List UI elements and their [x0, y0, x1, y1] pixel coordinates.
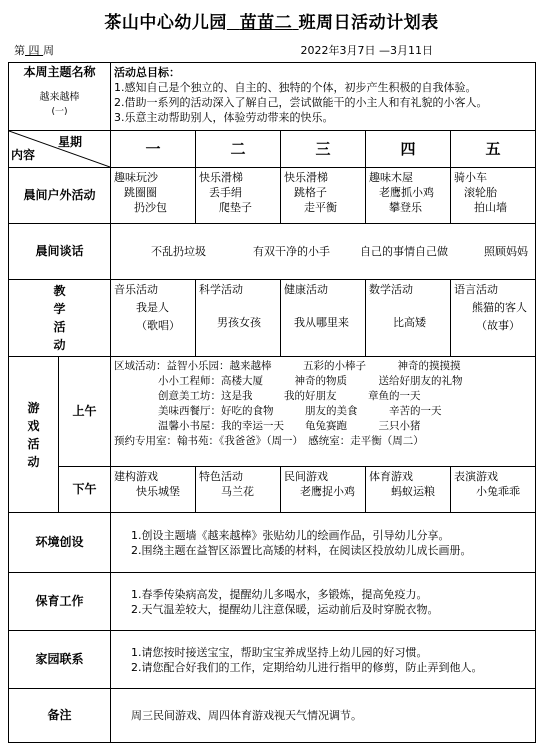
- teaching-label-char: 教: [53, 284, 66, 298]
- outdoor-item: 滚轮胎: [464, 186, 498, 199]
- game-am-label: 上午: [59, 357, 111, 467]
- game-pm-type: 体育游戏: [369, 470, 414, 483]
- care-row: [9, 573, 536, 631]
- notes-row: [9, 689, 536, 743]
- notes-text: 周三民间游戏、周四体育游戏视天气情况调节。: [111, 689, 536, 743]
- week-label: 第: [14, 44, 25, 57]
- week-num: 四: [28, 44, 40, 57]
- talk-item: 有双干净的小手: [253, 245, 331, 258]
- teaching-thu: [366, 280, 451, 357]
- outdoor-fri: [451, 168, 536, 224]
- outdoor-title: 趣味木屋: [369, 171, 414, 184]
- outdoor-item: 扔沙包: [134, 201, 168, 214]
- theme-sub: (一): [51, 107, 68, 117]
- game-pm-item: 小兔乖乖: [476, 485, 521, 498]
- game-pm-item: 马兰花: [221, 485, 255, 498]
- outdoor-item: 跳圈圈: [124, 186, 158, 199]
- teaching-subject: 数学活动: [369, 283, 414, 296]
- game-am-row: [9, 357, 536, 467]
- talk-item: 不乱扔垃圾: [151, 245, 207, 258]
- outdoor-item: 丢手绢: [209, 186, 243, 199]
- outdoor-wed: [281, 168, 366, 224]
- day-header-thu: 四: [366, 131, 451, 168]
- family-line: 1.请您按时接送宝宝，帮助宝宝养成坚持上幼儿园的好习惯。: [131, 645, 428, 659]
- outdoor-item: 走平衡: [304, 201, 338, 214]
- game-pm-mon: [111, 467, 196, 513]
- weekday-header-corner: [9, 131, 111, 168]
- plan-table: [8, 62, 536, 743]
- teaching-topic: 比高矮: [393, 316, 427, 329]
- game-pm-type: 特色活动: [199, 470, 244, 483]
- week-num-underlined: [25, 44, 43, 57]
- date-range: 2022年3月7日 —3月11日: [300, 44, 433, 57]
- environment-cell: [111, 513, 536, 573]
- outdoor-row: [9, 168, 536, 224]
- game-pm-type: 表演游戏: [454, 470, 499, 483]
- game-label-char: 动: [27, 454, 40, 469]
- care-cell: [111, 573, 536, 631]
- teaching-topic: 我是人: [136, 301, 170, 314]
- theme-name: 越来越棒: [39, 92, 80, 103]
- environment-line: 1.创设主题墙《越来越棒》张贴幼儿的绘画作品，引导幼儿分享。: [131, 528, 450, 542]
- game-pm-item: 老鹰捉小鸡: [300, 485, 356, 498]
- teaching-label-char: 活: [53, 320, 66, 334]
- family-cell: [111, 631, 536, 689]
- theme-row: [9, 63, 536, 131]
- game-pm-row: [9, 467, 536, 513]
- theme-label: 本周主题名称: [23, 65, 96, 79]
- outdoor-title: 快乐滑梯: [284, 171, 329, 184]
- game-pm-label: 下午: [59, 467, 111, 513]
- family-line: 2.请您配合好我们的工作，定期给幼儿进行指甲的修剪，防止弄到他人。: [131, 660, 483, 674]
- teaching-mon: [111, 280, 196, 357]
- teaching-subject: 音乐活动: [114, 283, 159, 296]
- teaching-label: [9, 280, 111, 357]
- outdoor-title: 骑小车: [454, 171, 488, 184]
- teaching-subject: 健康活动: [284, 283, 329, 296]
- environment-line: 2.围绕主题在益智区添置比高矮的材料，在阅读区投放幼儿成长画册。: [131, 543, 472, 557]
- game-label-char: 活: [27, 436, 40, 451]
- family-row: [9, 631, 536, 689]
- weekday-header-row: [9, 131, 536, 168]
- teaching-topic: 熊猫的客人: [472, 301, 528, 314]
- outdoor-title: 趣味玩沙: [114, 171, 159, 184]
- outdoor-thu: [366, 168, 451, 224]
- family-label: 家园联系: [9, 631, 111, 689]
- game-pm-item: 蚂蚁运粮: [391, 485, 436, 498]
- content-label: 内容: [11, 148, 36, 162]
- teaching-label-char: 动: [53, 338, 66, 352]
- environment-row: [9, 513, 536, 573]
- game-pm-tue: [196, 467, 281, 513]
- title-suffix: 班周日活动计划表: [298, 13, 439, 33]
- game-am-line: 美味西餐厅：好吃的食物 朋友的美食 辛苦的一天: [158, 405, 442, 417]
- title-class: [227, 13, 299, 33]
- game-pm-fri: [451, 467, 536, 513]
- goal-item: 3.乐意主动帮助别人，体验劳动带来的快乐。: [114, 111, 334, 124]
- game-am-line: 区域活动：益智小乐园：越来越棒 五彩的小棒子 神奇的摸摸摸: [114, 360, 461, 372]
- weekday-label: 星期: [58, 135, 83, 149]
- game-am-line: 温馨小书屋：我的幸运一天 龟兔赛跑 三只小猪: [158, 420, 421, 432]
- day-header-fri: 五: [451, 131, 536, 168]
- goals-title: 活动总目标：: [114, 66, 181, 79]
- page-title: [0, 8, 543, 33]
- care-line: 1.春季传染病高发，提醒幼儿多喝水，多锻炼，提高免疫力。: [131, 587, 428, 601]
- outdoor-mon: [111, 168, 196, 224]
- outdoor-item: 跳格子: [294, 186, 328, 199]
- title-prefix: 茶山中心幼儿园: [104, 13, 227, 33]
- game-pm-type: 民间游戏: [284, 470, 329, 483]
- goals-cell: [111, 63, 536, 131]
- teaching-row: [9, 280, 536, 357]
- teaching-type: （歌唱）: [136, 319, 181, 332]
- outdoor-title: 快乐滑梯: [199, 171, 244, 184]
- care-label: 保育工作: [9, 573, 111, 631]
- goal-item: 2.借助一系列的活动深入了解自己，尝试做能干的小主人和有礼貌的小客人。: [114, 96, 488, 109]
- care-line: 2.天气温差较大，提醒幼儿注意保暖，运动前后及时穿脱衣物。: [131, 602, 439, 616]
- environment-label: 环境创设: [9, 513, 111, 573]
- theme-cell: [9, 63, 111, 131]
- outdoor-tue: [196, 168, 281, 224]
- outdoor-item: 老鹰抓小鸡: [379, 186, 435, 199]
- game-am-line: 创意美工坊：这是我 我的好朋友 章鱼的一天: [158, 390, 421, 402]
- goal-item: 1.感知自己是个独立的、自主的、独特的个体，初步产生积极的自我体验。: [114, 81, 477, 94]
- talk-row: [9, 224, 536, 280]
- game-label: [9, 357, 59, 513]
- week-number: [14, 42, 54, 58]
- game-pm-item: 快乐城堡: [136, 485, 181, 498]
- teaching-wed: [281, 280, 366, 357]
- game-pm-type: 建构游戏: [114, 470, 159, 483]
- teaching-subject: 语言活动: [454, 283, 499, 296]
- talk-item: 照顾妈妈: [484, 245, 529, 258]
- outdoor-item: 攀登乐: [389, 201, 423, 214]
- outdoor-item: 爬垫子: [219, 201, 253, 214]
- teaching-topic: 男孩女孩: [217, 316, 262, 329]
- day-header-tue: 二: [196, 131, 281, 168]
- outdoor-item: 拍山墙: [474, 201, 508, 214]
- talk-cell: [111, 224, 536, 280]
- outdoor-label: 晨间户外活动: [9, 168, 111, 224]
- week-unit: 周: [43, 44, 54, 57]
- teaching-fri: [451, 280, 536, 357]
- teaching-label-char: 学: [53, 302, 66, 316]
- title-class-text: 苗苗二: [239, 13, 293, 33]
- talk-label: 晨间谈话: [9, 224, 111, 280]
- teaching-subject: 科学活动: [199, 283, 244, 296]
- game-am-line: 预约专用室：翰书苑：《我爸爸》（周一） 感统室：走平衡（周二）: [114, 435, 424, 447]
- game-am-cell: [111, 357, 536, 467]
- day-header-wed: 三: [281, 131, 366, 168]
- talk-item: 自己的事情自己做: [360, 245, 449, 258]
- teaching-topic: 我从哪里来: [294, 316, 350, 329]
- notes-label: 备注: [9, 689, 111, 743]
- day-header-mon: 一: [111, 131, 196, 168]
- game-pm-thu: [366, 467, 451, 513]
- game-pm-wed: [281, 467, 366, 513]
- teaching-tue: [196, 280, 281, 357]
- game-label-char: 游: [27, 400, 40, 415]
- game-label-char: 戏: [27, 418, 40, 433]
- game-am-line: 小小工程师：高楼大厦 神奇的物质 送给好朋友的礼物: [158, 375, 463, 387]
- teaching-type: （故事）: [476, 319, 521, 332]
